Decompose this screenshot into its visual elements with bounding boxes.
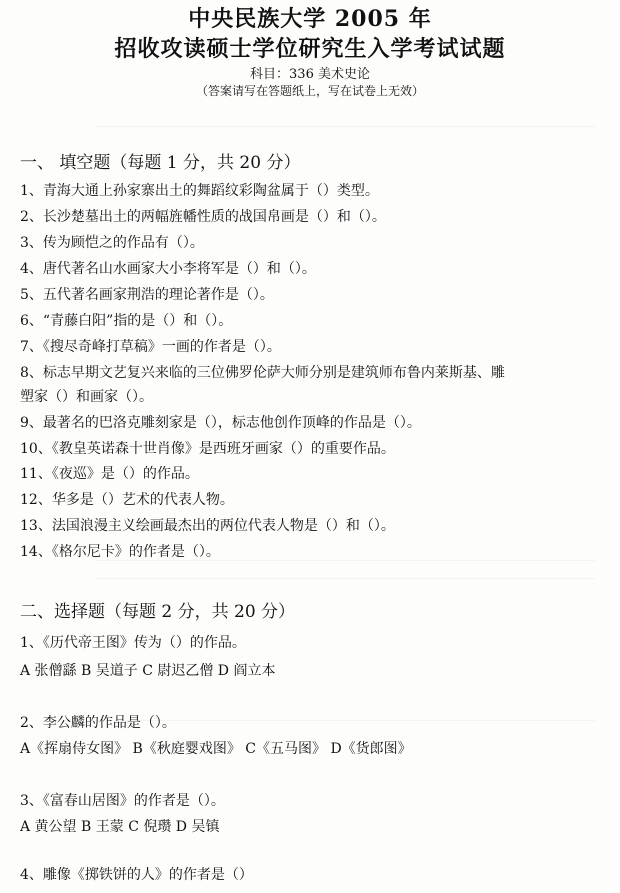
choice-question: 4、雕像《掷铁饼的人》的作者是（） bbox=[20, 867, 253, 883]
choice-options: A《挥扇侍女图》 B《秋庭婴戏图》 C《五马图》 D《货郎图》 bbox=[20, 741, 412, 757]
fill-in-question: 8、标志早期文艺复兴来临的三位佛罗伦萨大师分别是建筑师布鲁内莱斯基、雕 bbox=[20, 365, 505, 381]
choice-options: A 黄公望 B 王蒙 C 倪瓒 D 吴镇 bbox=[20, 819, 220, 835]
choice-question: 1、《历代帝王图》传为（）的作品。 bbox=[20, 635, 246, 651]
bleed-through-line bbox=[95, 578, 595, 579]
subject-value: 336 美术史论 bbox=[289, 67, 370, 82]
fill-in-question: 13、法国浪漫主义绘画最杰出的两位代表人物是（）和（）。 bbox=[20, 518, 395, 534]
choice-question: 2、李公麟的作品是（）。 bbox=[20, 715, 176, 731]
exam-subject bbox=[0, 63, 620, 82]
fill-in-question: 14、《格尔尼卡》的作者是（）。 bbox=[20, 544, 220, 560]
exam-title-line1: 中央民族大学 2005 年 bbox=[188, 6, 432, 32]
answer-instruction: （答案请写在答题纸上，写在试卷上无效） bbox=[195, 84, 424, 98]
fill-in-question: 7、《搜尽奇峰打草稿》一画的作者是（）。 bbox=[20, 339, 281, 355]
fill-in-question: 10、《教皇英诺森十世肖像》是西班牙画家（）的重要作品。 bbox=[20, 441, 395, 457]
fill-in-question: 3、传为顾恺之的作品有（）。 bbox=[20, 235, 204, 251]
fill-in-question: 4、唐代著名山水画家大小李将军是（）和（）。 bbox=[20, 261, 316, 277]
fill-in-question: 12、华多是（）艺术的代表人物。 bbox=[20, 492, 234, 508]
fill-in-question: 2、长沙楚墓出土的两幅旌幡性质的战国帛画是（）和（）。 bbox=[20, 209, 386, 225]
choice-question: 3、《富春山居图》的作者是（）。 bbox=[20, 793, 225, 809]
subject-label: 科目： bbox=[250, 67, 290, 82]
fill-in-question: 1、青海大通上孙家寨出土的舞蹈纹彩陶盆属于（）类型。 bbox=[20, 183, 379, 199]
section-fill-in-title: 一、 填空题（每题 1 分，共 20 分） bbox=[20, 153, 301, 173]
exam-title-line2: 招收攻读硕士学位研究生入学考试试题 bbox=[114, 36, 506, 62]
choice-options: A 张僧繇 B 吴道子 C 尉迟乙僧 D 阎立本 bbox=[20, 663, 276, 679]
fill-in-question: 9、最著名的巴洛克雕刻家是（），标志他创作顶峰的作品是（）。 bbox=[20, 415, 421, 431]
bleed-through-line bbox=[95, 126, 595, 127]
fill-in-question: 11、《夜巡》是（）的作品。 bbox=[20, 466, 199, 482]
fill-in-question: 5、五代著名画家荆浩的理论著作是（）。 bbox=[20, 287, 274, 303]
fill-in-question-continuation: 塑家（）和画家（）。 bbox=[20, 389, 153, 405]
section-choice-title: 二、选择题（每题 2 分，共 20 分） bbox=[20, 602, 296, 622]
fill-in-question: 6、“青藤白阳”指的是（）和（）。 bbox=[20, 313, 233, 329]
